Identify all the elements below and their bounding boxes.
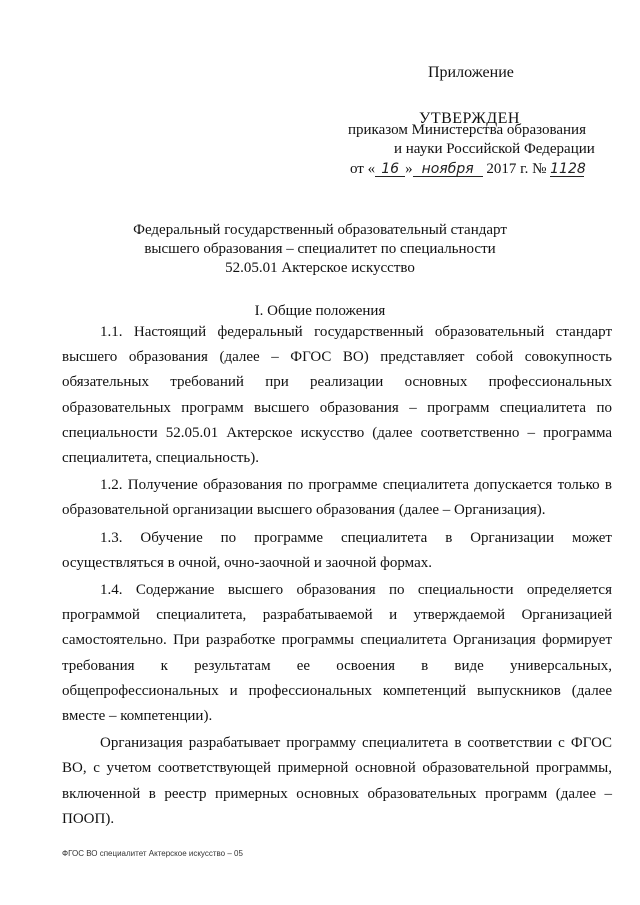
paragraph-1-2: 1.2. Получение образования по программе специалитета допускается только в образовательной организации высшего образования (далее – Организация). xyxy=(62,477,612,519)
page-footer: ФГОС ВО специалитет Актерское искусство – 05 xyxy=(62,849,243,858)
order-date-line xyxy=(350,161,584,178)
date-day-handwritten: 16 xyxy=(375,162,405,177)
paragraph-1-1: 1.1. Настоящий федеральный государственный образовательный стандарт высшего образования (далее – ФГОС ВО) представляет собой совокупность обязательных требований при реализации основных профессиональных образовательных программ высшего образования – программ специалитета по специальности 52.05.01 Актерское искусство (далее соответственно – программа специалитета, специальность). xyxy=(62,324,612,467)
section-heading: I. Общие положения xyxy=(254,303,386,319)
date-year: 2017 г. № xyxy=(486,161,547,177)
document-title xyxy=(0,221,640,278)
order-line-2: и науки Российской Федерации xyxy=(394,141,595,157)
title-line-1: Федеральный государственный образовательный стандарт xyxy=(133,222,507,238)
approved-label: УТВЕРЖДЕН xyxy=(419,110,520,127)
appendix-label: Приложение xyxy=(428,64,514,81)
order-number-handwritten: 1128 xyxy=(550,161,586,177)
order-line-1: приказом Министерства образования xyxy=(348,122,586,138)
paragraph-organization: Организация разрабатывает программу специалитета в соответствии с ФГОС ВО, с учетом соответствующей примерной основной образовательной программы, включенной в реестр примерных основных образовательных программ (далее – ПООП). xyxy=(62,735,612,827)
title-line-2: высшего образования – специалитет по специальности xyxy=(144,241,496,257)
document-body xyxy=(62,320,612,832)
date-prefix: от « xyxy=(350,161,376,177)
date-month-handwritten: ноября xyxy=(413,162,483,177)
paragraph-1-3: 1.3. Обучение по программе специалитета в Организации может осуществляться в очной, очно-заочной и заочной формах. xyxy=(62,529,612,571)
paragraph-1-4: 1.4. Содержание высшего образования по специальности определяется программой специалитета, разрабатываемой и утверждаемой Организацией самостоятельно. При разработке программы специалитета Организация формирует требования к результатам ее освоения в виде универсальных, общепрофессиональных и профессиональных компетенций выпускников (далее вместе – компетенции). xyxy=(62,582,612,725)
date-mid: » xyxy=(405,161,413,177)
title-line-3: 52.05.01 Актерское искусство xyxy=(225,260,415,276)
